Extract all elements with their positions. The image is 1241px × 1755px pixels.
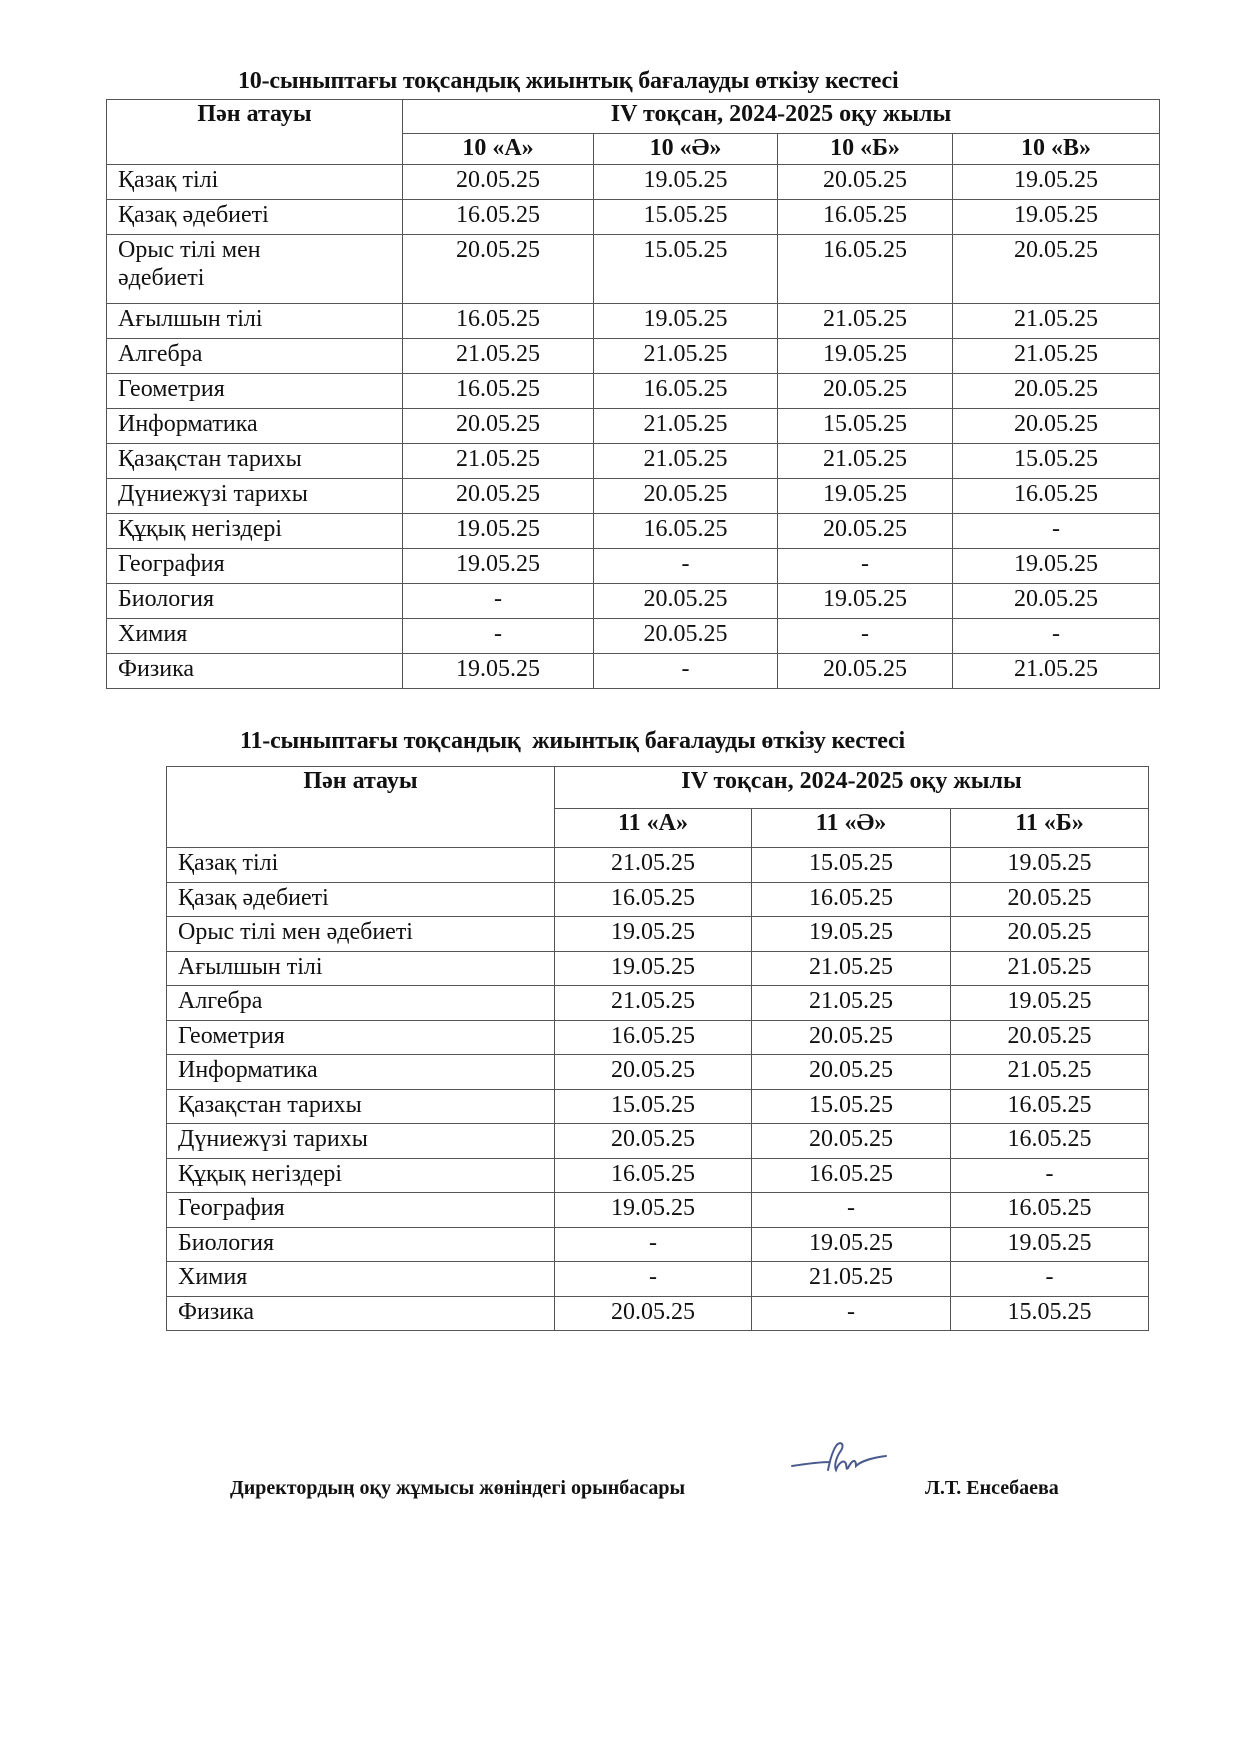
date-cell: 16.05.25 [778, 200, 953, 235]
date-cell: 15.05.25 [752, 848, 951, 883]
class-header: 10 «В» [953, 134, 1160, 165]
subject-cell: Химия [107, 619, 403, 654]
subject-cell: Биология [107, 584, 403, 619]
date-cell: 19.05.25 [752, 1227, 951, 1262]
table-row [167, 1227, 1149, 1262]
date-cell: 15.05.25 [778, 409, 953, 444]
table-row [167, 917, 1149, 952]
date-cell: 16.05.25 [951, 1089, 1149, 1124]
subject-cell: Қазақстан тарихы [107, 444, 403, 479]
date-cell: 21.05.25 [555, 986, 752, 1021]
class-header: 10 «Б» [778, 134, 953, 165]
date-cell: 20.05.25 [403, 479, 594, 514]
table-row [107, 409, 1160, 444]
date-cell: 20.05.25 [953, 374, 1160, 409]
date-cell: - [778, 549, 953, 584]
table-row [107, 549, 1160, 584]
table-row [167, 1296, 1149, 1331]
date-cell: 19.05.25 [555, 951, 752, 986]
date-cell: 20.05.25 [951, 882, 1149, 917]
date-cell: 21.05.25 [403, 444, 594, 479]
subject-cell: Қазақ тілі [107, 165, 403, 200]
date-cell: - [778, 619, 953, 654]
grade11-schedule-table [166, 766, 1149, 1331]
date-cell: 21.05.25 [752, 986, 951, 1021]
table-row [167, 951, 1149, 986]
table-row [167, 1262, 1149, 1297]
date-cell: 16.05.25 [555, 1158, 752, 1193]
date-cell: 16.05.25 [594, 514, 778, 549]
subject-cell: Алгебра [107, 339, 403, 374]
date-cell: - [594, 549, 778, 584]
date-cell: 19.05.25 [594, 304, 778, 339]
subject-cell: Орыс тілі мен әдебиеті [167, 917, 555, 952]
date-cell: 16.05.25 [951, 1124, 1149, 1159]
subject-cell: Орыс тілі мен әдебиеті [107, 235, 403, 304]
subject-cell: Химия [167, 1262, 555, 1297]
date-cell: 19.05.25 [951, 986, 1149, 1021]
date-cell: 19.05.25 [403, 654, 594, 689]
table-row [107, 584, 1160, 619]
date-cell: 19.05.25 [778, 584, 953, 619]
date-cell: 20.05.25 [951, 1020, 1149, 1055]
date-cell: 21.05.25 [953, 304, 1160, 339]
date-cell: 20.05.25 [778, 654, 953, 689]
table-row [107, 235, 1160, 304]
date-cell: 19.05.25 [752, 917, 951, 952]
table-row [107, 200, 1160, 235]
class-header: 11 «Б» [951, 809, 1149, 848]
date-cell: 20.05.25 [778, 165, 953, 200]
date-cell: 16.05.25 [403, 374, 594, 409]
date-cell: 19.05.25 [403, 514, 594, 549]
date-cell: 15.05.25 [953, 444, 1160, 479]
date-cell: 15.05.25 [951, 1296, 1149, 1331]
date-cell: 21.05.25 [403, 339, 594, 374]
date-cell: - [752, 1296, 951, 1331]
date-cell: 20.05.25 [752, 1020, 951, 1055]
date-cell: 16.05.25 [752, 1158, 951, 1193]
subject-column-header: Пән атауы [107, 100, 403, 165]
date-cell: 16.05.25 [594, 374, 778, 409]
subject-cell: Геометрия [107, 374, 403, 409]
date-cell: 19.05.25 [953, 165, 1160, 200]
date-cell: 21.05.25 [778, 304, 953, 339]
date-cell: 20.05.25 [403, 165, 594, 200]
subject-cell: География [107, 549, 403, 584]
date-cell: - [951, 1158, 1149, 1193]
date-cell: 21.05.25 [953, 339, 1160, 374]
date-cell: - [953, 514, 1160, 549]
class-header: 10 «А» [403, 134, 594, 165]
date-cell: 20.05.25 [594, 479, 778, 514]
class-header: 11 «А» [555, 809, 752, 848]
date-cell: 16.05.25 [555, 1020, 752, 1055]
date-cell: 20.05.25 [555, 1296, 752, 1331]
date-cell: - [403, 619, 594, 654]
subject-cell: География [167, 1193, 555, 1228]
subject-cell: Қазақ әдебиеті [167, 882, 555, 917]
table-row [167, 1193, 1149, 1228]
date-cell: - [752, 1193, 951, 1228]
date-cell: 20.05.25 [555, 1055, 752, 1090]
date-cell: 20.05.25 [752, 1055, 951, 1090]
date-cell: 15.05.25 [555, 1089, 752, 1124]
table-row [167, 1055, 1149, 1090]
subject-column-header: Пән атауы [167, 767, 555, 848]
table-row [107, 444, 1160, 479]
table-row [107, 479, 1160, 514]
period-header: IV тоқсан, 2024-2025 оқу жылы [555, 767, 1149, 809]
date-cell: 20.05.25 [953, 235, 1160, 304]
date-cell: 16.05.25 [403, 200, 594, 235]
date-cell: 16.05.25 [951, 1193, 1149, 1228]
subject-cell: Құқық негіздері [107, 514, 403, 549]
subject-cell: Биология [167, 1227, 555, 1262]
class-header: 11 «Ә» [752, 809, 951, 848]
date-cell: - [594, 654, 778, 689]
date-cell: 20.05.25 [403, 409, 594, 444]
date-cell: 16.05.25 [555, 882, 752, 917]
subject-cell: Физика [167, 1296, 555, 1331]
date-cell: 20.05.25 [953, 584, 1160, 619]
table-row [167, 848, 1149, 883]
subject-cell: Ағылшын тілі [167, 951, 555, 986]
date-cell: 20.05.25 [752, 1124, 951, 1159]
date-cell: 21.05.25 [594, 409, 778, 444]
table-row [167, 1158, 1149, 1193]
date-cell: 19.05.25 [951, 1227, 1149, 1262]
date-cell: 21.05.25 [951, 1055, 1149, 1090]
date-cell: - [555, 1227, 752, 1262]
table1-title: 10-сыныптағы тоқсандық жиынтық бағалауды өткізу кестесі [238, 68, 899, 94]
class-header: 10 «Ә» [594, 134, 778, 165]
date-cell: 20.05.25 [594, 619, 778, 654]
grade10-schedule-table [106, 99, 1160, 689]
date-cell: 21.05.25 [752, 1262, 951, 1297]
table-row [107, 339, 1160, 374]
table-row [107, 304, 1160, 339]
date-cell: 19.05.25 [953, 549, 1160, 584]
date-cell: 20.05.25 [403, 235, 594, 304]
table-row [107, 654, 1160, 689]
subject-cell: Информатика [107, 409, 403, 444]
table-row [107, 514, 1160, 549]
signature-icon [790, 1440, 890, 1480]
subject-cell: Қазақстан тарихы [167, 1089, 555, 1124]
date-cell: 16.05.25 [752, 882, 951, 917]
table-row [167, 1089, 1149, 1124]
date-cell: 16.05.25 [953, 479, 1160, 514]
table-row [167, 882, 1149, 917]
signatory-role: Директордың оқу жұмысы жөніндегі орынбасары [230, 1477, 686, 1499]
date-cell: 20.05.25 [778, 514, 953, 549]
date-cell: 19.05.25 [951, 848, 1149, 883]
date-cell: 20.05.25 [594, 584, 778, 619]
date-cell: - [555, 1262, 752, 1297]
date-cell: 21.05.25 [594, 339, 778, 374]
table-row [167, 986, 1149, 1021]
table-row [107, 374, 1160, 409]
date-cell: 16.05.25 [778, 235, 953, 304]
date-cell: 19.05.25 [778, 339, 953, 374]
subject-cell: Физика [107, 654, 403, 689]
date-cell: 21.05.25 [778, 444, 953, 479]
date-cell: 15.05.25 [594, 200, 778, 235]
date-cell: 16.05.25 [403, 304, 594, 339]
date-cell: - [953, 619, 1160, 654]
table-row [107, 619, 1160, 654]
date-cell: 15.05.25 [594, 235, 778, 304]
signatory-name: Л.Т. Енсебаева [925, 1477, 1059, 1499]
table-row [167, 1124, 1149, 1159]
subject-cell: Информатика [167, 1055, 555, 1090]
subject-cell: Ағылшын тілі [107, 304, 403, 339]
table-row [107, 165, 1160, 200]
subject-cell: Алгебра [167, 986, 555, 1021]
date-cell: 19.05.25 [778, 479, 953, 514]
subject-cell: Геометрия [167, 1020, 555, 1055]
date-cell: 20.05.25 [951, 917, 1149, 952]
date-cell: 21.05.25 [555, 848, 752, 883]
date-cell: - [951, 1262, 1149, 1297]
date-cell: 19.05.25 [403, 549, 594, 584]
subject-cell: Дүниежүзі тарихы [167, 1124, 555, 1159]
date-cell: 21.05.25 [953, 654, 1160, 689]
date-cell: 21.05.25 [752, 951, 951, 986]
date-cell: 15.05.25 [752, 1089, 951, 1124]
subject-cell: Қазақ тілі [167, 848, 555, 883]
date-cell: 21.05.25 [951, 951, 1149, 986]
date-cell: 19.05.25 [594, 165, 778, 200]
date-cell: 20.05.25 [555, 1124, 752, 1159]
date-cell: 19.05.25 [555, 1193, 752, 1228]
period-header: IV тоқсан, 2024-2025 оқу жылы [403, 100, 1160, 134]
date-cell: 21.05.25 [594, 444, 778, 479]
date-cell: 19.05.25 [953, 200, 1160, 235]
date-cell: 20.05.25 [953, 409, 1160, 444]
date-cell: 19.05.25 [555, 917, 752, 952]
date-cell: - [403, 584, 594, 619]
table2-title: 11-сыныптағы тоқсандық жиынтық бағалауды өткізу кестесі [240, 728, 905, 754]
subject-cell: Қазақ әдебиеті [107, 200, 403, 235]
date-cell: 20.05.25 [778, 374, 953, 409]
subject-cell: Құқық негіздері [167, 1158, 555, 1193]
subject-cell: Дүниежүзі тарихы [107, 479, 403, 514]
table-row [167, 1020, 1149, 1055]
